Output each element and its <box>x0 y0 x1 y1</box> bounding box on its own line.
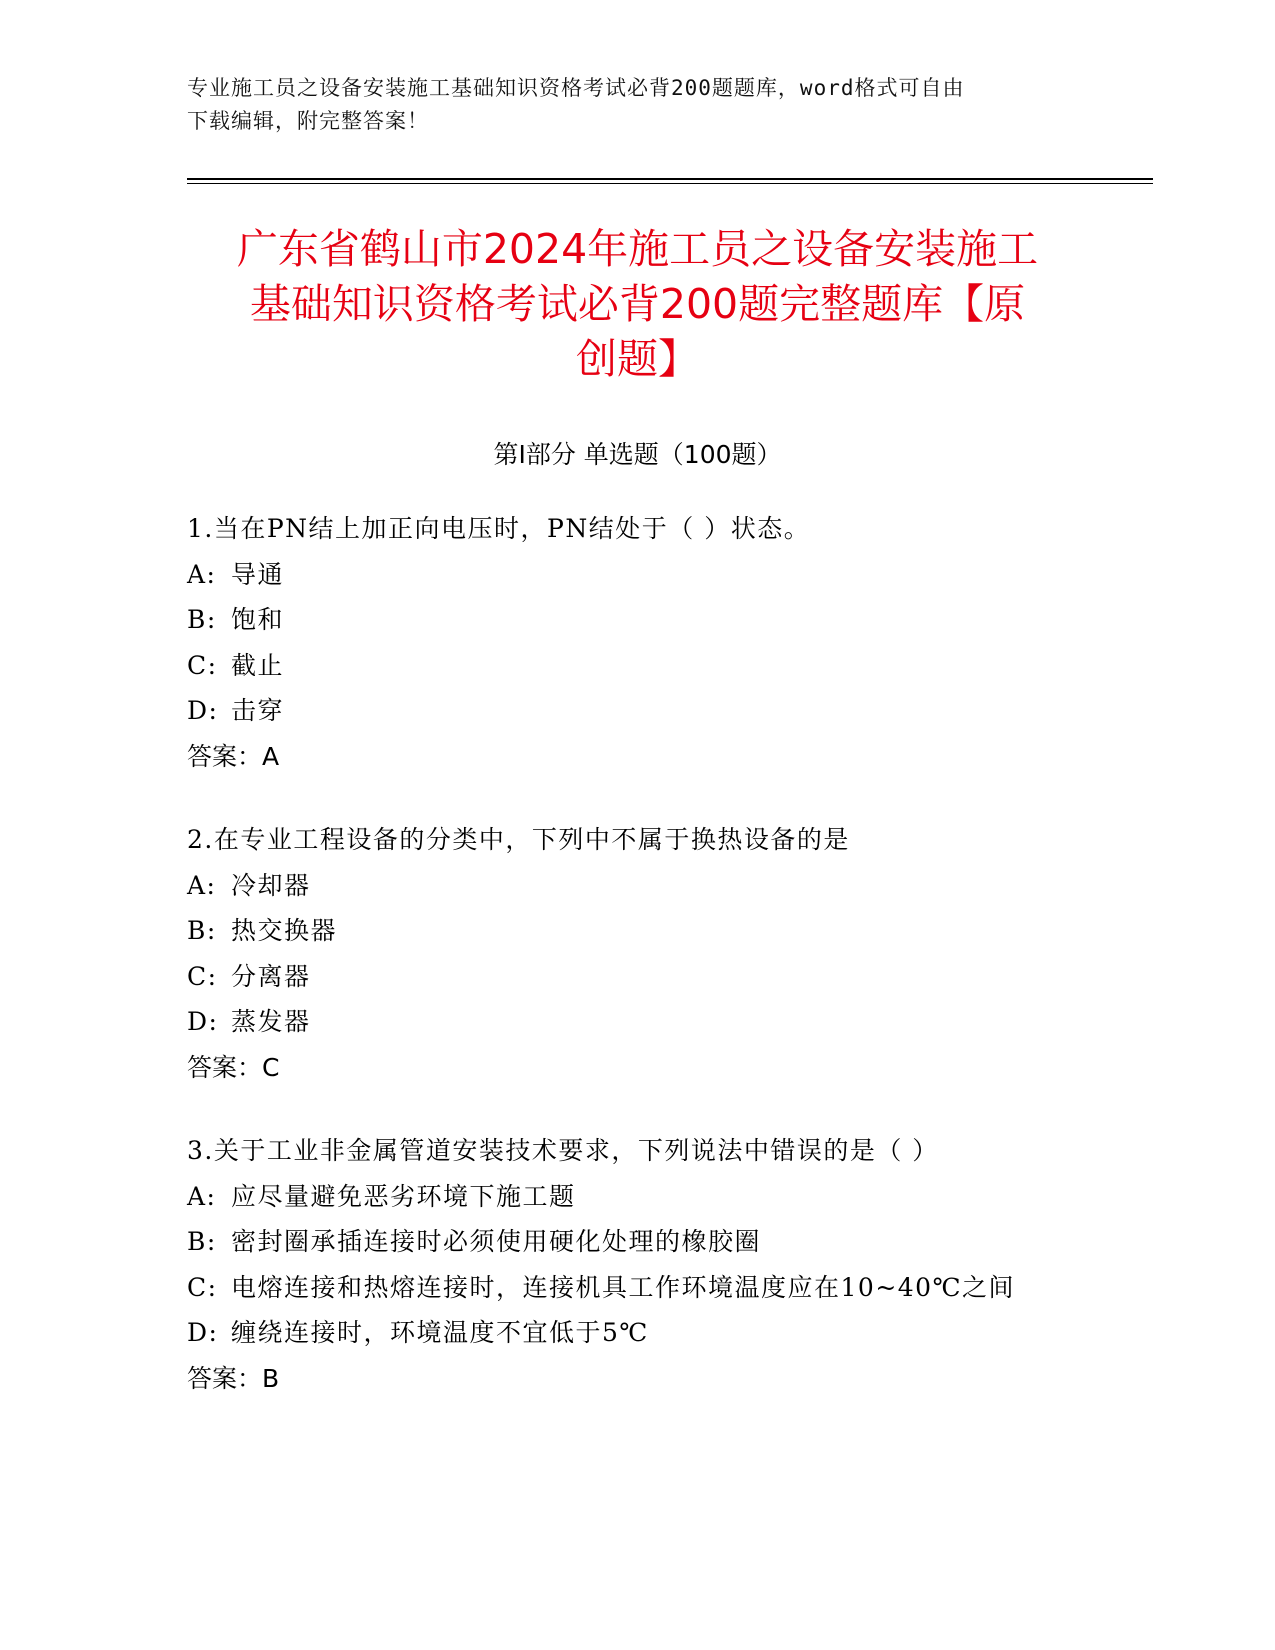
option-text: 密封圈承插连接时必须使用硬化处理的橡胶圈 <box>231 1227 762 1256</box>
question-1 <box>187 506 1087 779</box>
header-note-line-1: 专业施工员之设备安装施工基础知识资格考试必背200题题库，word格式可自由 <box>187 76 965 100</box>
question-3 <box>187 1128 1087 1401</box>
question-2 <box>187 817 1087 1090</box>
option-letter: B: <box>187 605 217 634</box>
option-d <box>187 688 1087 734</box>
option-letter: A: <box>187 559 217 589</box>
answer-line: 答案：C <box>187 1052 280 1082</box>
answer-line: 答案：B <box>187 1363 280 1393</box>
option-d <box>187 1310 1087 1356</box>
option-text: 冷却器 <box>231 870 311 900</box>
header-divider-thin <box>187 183 1153 184</box>
option-text: 缠绕连接时，环境温度不宜低于5℃ <box>231 1318 649 1347</box>
option-text: 饱和 <box>231 605 285 634</box>
option-b <box>187 597 1087 643</box>
header-note-line-2: 下载编辑，附完整答案！ <box>187 109 429 133</box>
option-letter: D: <box>187 696 219 725</box>
question-stem: 2.在专业工程设备的分类中，下列中不属于换热设备的是 <box>187 825 850 854</box>
option-text: 击穿 <box>231 696 285 725</box>
option-letter: D: <box>187 1007 219 1036</box>
title-line-2: 基础知识资格考试必背200题完整题库【原 <box>249 280 1026 328</box>
option-text: 热交换器 <box>231 916 338 945</box>
option-a <box>187 863 1087 909</box>
title-line-1: 广东省鹤山市2024年施工员之设备安装施工 <box>236 225 1039 273</box>
section-heading: 第Ⅰ部分 单选题（100题） <box>493 440 782 469</box>
option-c <box>187 643 1087 689</box>
question-stem: 1.当在PN结上加正向电压时，PN结处于（ ）状态。 <box>187 514 811 543</box>
option-letter: B: <box>187 916 217 945</box>
option-letter: B: <box>187 1227 217 1256</box>
option-text: 导通 <box>231 559 285 589</box>
option-text: 分离器 <box>231 961 311 991</box>
option-a <box>187 1174 1087 1220</box>
option-letter: D: <box>187 1318 219 1347</box>
option-c <box>187 954 1087 1000</box>
option-letter: C: <box>187 1272 218 1302</box>
option-letter: A: <box>187 870 217 900</box>
option-text: 电熔连接和热熔连接时，连接机具工作环境温度应在10~40℃之间 <box>231 1272 1016 1302</box>
document-title <box>170 222 1105 387</box>
option-text: 截止 <box>231 650 285 680</box>
option-letter: A: <box>187 1181 217 1211</box>
option-d <box>187 999 1087 1045</box>
option-c <box>187 1265 1087 1311</box>
option-letter: C: <box>187 961 218 991</box>
option-text: 蒸发器 <box>231 1007 311 1036</box>
question-stem: 3.关于工业非金属管道安装技术要求，下列说法中错误的是（ ） <box>187 1136 939 1165</box>
option-text: 应尽量避免恶劣环境下施工题 <box>231 1181 576 1211</box>
header-note <box>187 72 1067 138</box>
option-b <box>187 1219 1087 1265</box>
option-b <box>187 908 1087 954</box>
option-a <box>187 552 1087 598</box>
title-line-3: 创题】 <box>576 335 699 383</box>
header-divider-thick <box>187 178 1153 180</box>
option-letter: C: <box>187 650 218 680</box>
answer-line: 答案：A <box>187 741 280 771</box>
